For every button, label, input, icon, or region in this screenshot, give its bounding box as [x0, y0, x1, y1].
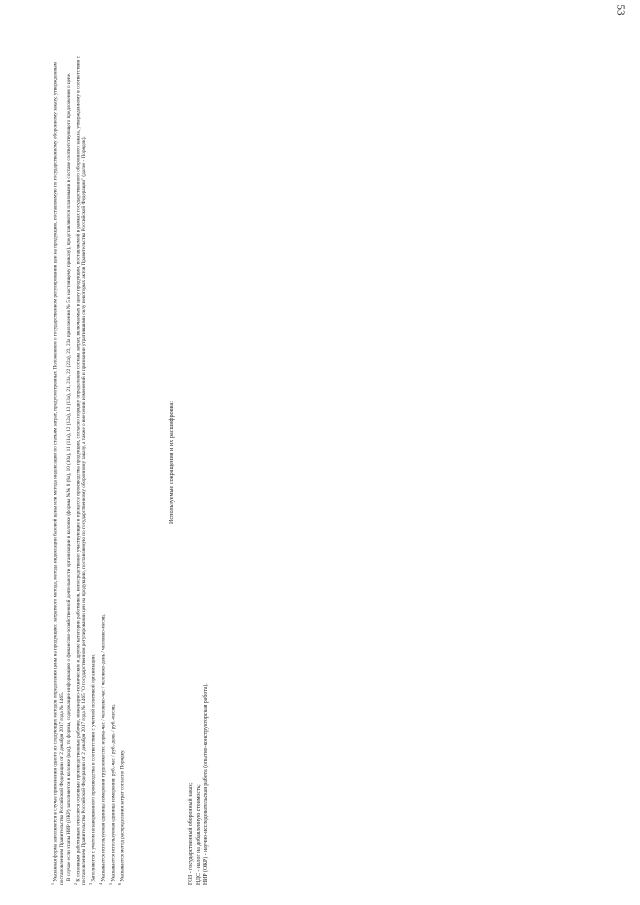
footnote-text: В случае если этапы НИР (ОКР) заполняется в колонке (код), то формы, содержащие информацию о финансово-хозяйственной деятельности организации в колонке (формы №№ 8 (8а), 10 (10а), 11 (11а), 12 (12а), 13 (13а), 21, 21а, 22 (22а), 23, 23а приложения № 5 к настоящему приказу), представляются плановыми в составе соответствующего предложения о цене. [65, 72, 72, 882]
footnote-text: Указанная форма заполняется в случае применения одного из следующих методов определения цены на продукцию: затратного метода, метода индексации базовой цены или метода индексации по статьям затрат, предусмотренных Положением о государственном регулировании цен на продукцию, поставляемую по государственному оборонному заказу, утвержденным постановлением Правительства Российской Федерации от 2 декабря 2017 года № 1465. [52, 62, 65, 885]
footnote-5 [108, 40, 117, 885]
abbreviations-list [188, 40, 211, 885]
footnote-text: К основным работникам относятся основные производственные рабочие, инженерно-технические и другие категории работников, непосредственно участвующие в процессе производства продукции, согласно порядку определения состава затрат, включаемых в цену продукции, поставляемой в рамках государственного оборонного заказа, утвержденному в соответствии с постановлением Правительства Российской Федерации от 2 декабря 2017 года № 1465 "О государственном регулировании цен на продукцию, поставляемую по государственному оборонному заказу, а также о внесении изменений и признании утратившими силу некоторых актов Правительства Российской Федерации" (далее - Порядок). [75, 56, 88, 885]
footnote-mark: 6 [117, 883, 123, 885]
page-number: 53 [614, 4, 627, 16]
footnote-3 [88, 40, 97, 885]
footnote-1 [50, 40, 65, 885]
abbreviations-title: Используемые сокращения и их расшифровка: [168, 400, 175, 525]
abbreviation-item: ГОЗ - государственный оборонный заказ; [188, 782, 194, 885]
footnote-4 [98, 40, 107, 885]
footnote-mark: 2 [72, 883, 78, 885]
footnote-2 [73, 40, 88, 885]
footnote-6 [117, 40, 126, 885]
footnote-text: Заполняется с учетом незавершенного производства в соответствии с учетной политикой организации. [91, 653, 98, 882]
footnotes [50, 40, 127, 885]
rotated-page-content [50, 40, 250, 885]
footnote-mark: 4 [97, 883, 103, 885]
footnote-text: Указывается используемая единица измерения: руб.-час / руб.-день / руб.-месяц. [110, 704, 117, 882]
footnote-mark: 3 [88, 883, 94, 885]
abbreviation-item: НИР (ОКР) - научно-исследовательская работа (опытно-конструкторская работа). [203, 683, 209, 885]
footnote-text: Указывается используемая единица измерения трудоемкости: норма-час / человеко-час / человеко-день / человеко-месяц. [100, 614, 107, 882]
footnote-mark: 5 [107, 883, 113, 885]
footnote-1-continued [66, 40, 72, 885]
abbreviation-item: НДС - налог на добавленную стоимость; [195, 784, 202, 885]
footnote-mark: 1 [50, 883, 55, 885]
footnote-text: Указывается метод распределения затрат согласно Порядку. [119, 749, 126, 882]
